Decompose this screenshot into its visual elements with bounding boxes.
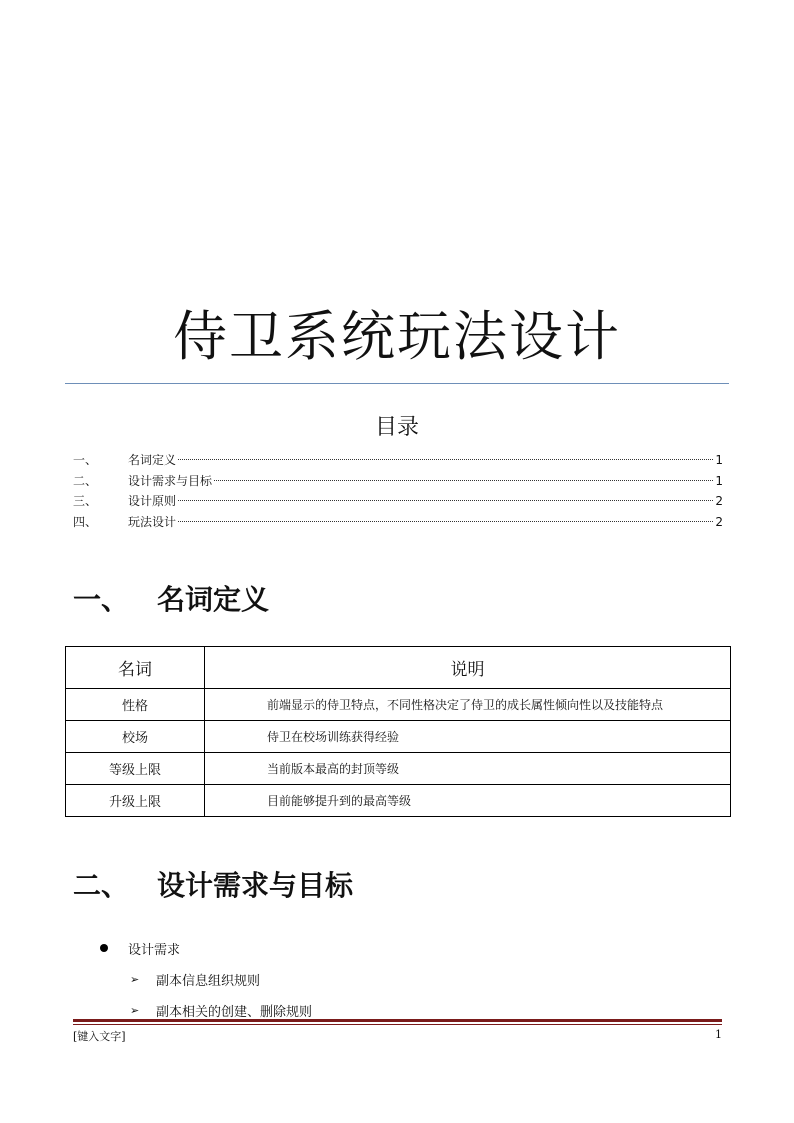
table-row (66, 721, 731, 753)
toc-leader-dots (178, 521, 713, 522)
toc-entry[interactable] (73, 471, 723, 492)
table-row (66, 753, 731, 785)
arrow-bullet-icon: ➢ (130, 1003, 140, 1017)
table-row (66, 689, 731, 721)
toc-leader-dots (178, 459, 713, 460)
footer-divider (73, 1019, 722, 1022)
definitions-table (65, 646, 731, 817)
arrow-bullet-icon: ➢ (130, 972, 140, 986)
term-cell: 升级上限 (66, 785, 205, 817)
toc-entry-number: 一、 (73, 453, 98, 467)
toc-entry-page: 1 (715, 473, 723, 488)
requirements-list (100, 938, 312, 1020)
toc-entry-label: 设计原则 (128, 494, 177, 508)
toc-entry-number: 三、 (73, 494, 98, 508)
document-title: 侍卫系统玩法设计 (173, 305, 621, 368)
toc-entry[interactable] (73, 450, 723, 471)
section-heading-requirements (73, 864, 353, 904)
footer-divider-thin (73, 1024, 722, 1025)
table-header-row (66, 647, 731, 689)
toc-entry-page: 1 (715, 453, 723, 467)
term-cell: 校场 (66, 721, 205, 753)
section-title: 名词定义 (157, 583, 270, 616)
list-item-label: 设计需求 (128, 942, 181, 958)
toc-entry-label: 玩法设计 (128, 514, 177, 529)
column-header-description: 说明 (205, 647, 731, 689)
description-cell: 目前能够提升到的最高等级 (205, 785, 731, 817)
toc-entry-number: 四、 (73, 514, 98, 529)
toc-leader-dots (214, 480, 713, 481)
table-of-contents (73, 450, 723, 532)
footer-placeholder-text[interactable]: [键入文字] (73, 1030, 126, 1043)
list-item-label: 副本信息组织规则 (156, 973, 261, 989)
toc-heading: 目录 (374, 415, 419, 440)
term-cell: 等级上限 (66, 753, 205, 785)
toc-leader-dots (178, 500, 713, 501)
toc-entry[interactable] (73, 512, 723, 533)
bullet-dot-icon (100, 944, 108, 952)
description-cell: 当前版本最高的封顶等级 (205, 753, 731, 785)
column-header-term: 名词 (66, 647, 205, 689)
section-number: 一、 (73, 583, 130, 616)
toc-entry-page: 2 (715, 514, 723, 529)
list-item-label: 副本相关的创建、删除规则 (156, 1004, 313, 1020)
toc-entry-label: 名词定义 (128, 453, 177, 467)
toc-entry-number: 二、 (73, 473, 98, 488)
toc-entry-label: 设计需求与目标 (128, 473, 213, 488)
title-divider (65, 383, 729, 384)
toc-entry-page: 2 (715, 494, 723, 508)
footer-page-number: 1 (715, 1028, 722, 1041)
term-cell: 性格 (66, 689, 205, 721)
section-title: 设计需求与目标 (157, 869, 354, 902)
toc-entry[interactable] (73, 491, 723, 512)
description-cell: 前端显示的侍卫特点，不同性格决定了侍卫的成长属性倾向性以及技能特点 (205, 689, 731, 721)
list-item (130, 1000, 312, 1020)
list-item (130, 969, 312, 989)
table-row (66, 785, 731, 817)
list-item (100, 938, 312, 958)
section-heading-definitions (73, 578, 269, 618)
section-number: 二、 (73, 869, 130, 902)
description-cell: 侍卫在校场训练获得经验 (205, 721, 731, 753)
